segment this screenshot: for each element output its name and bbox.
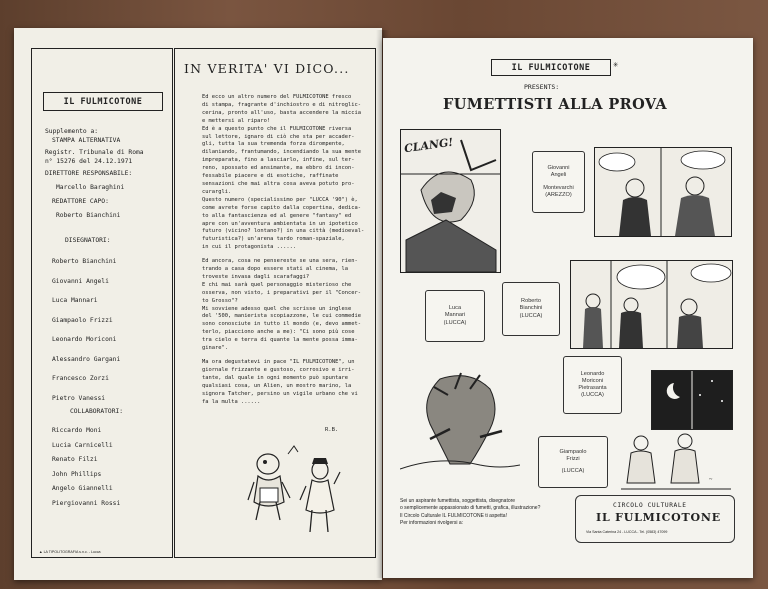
editorial-line: to Grosso"?	[202, 297, 238, 304]
circle-badge	[575, 495, 735, 543]
editorial-line: qualsiasi cosa, un Alien, un mostro marino, la	[202, 382, 352, 389]
artist-box-frizzi: Giampaolo Frizzi (LUCCA)	[538, 436, 608, 488]
editorial-headline: IN VERITA' VI DICO...	[184, 61, 350, 76]
editorial-line: terlo, piacciono anche a me): "Ci sono più cose	[202, 329, 355, 336]
artist-box-angeli: Giovanni Angeli Montevarchi (AREZZO)	[532, 151, 585, 213]
feature-title: FUMETTISTI ALLA PROVA	[443, 96, 668, 113]
artist-box-mannari: Luca Mannari (LUCCA)	[425, 290, 485, 342]
recruitment-text	[400, 498, 540, 528]
editorial-line: Ma ora degustatevi in pace "IL FULMICOTONE", un	[202, 359, 355, 365]
editorial-line: sul lettore, ignaro di ciò che sta per accader-	[202, 133, 355, 140]
presents-label: PRESENTS:	[524, 83, 560, 91]
editorial-signature: R.B.	[325, 427, 339, 433]
editorial-line: futuro (vicino? lontano?) in una città (medioeval-	[202, 228, 365, 235]
comic-panel-suits	[594, 147, 732, 237]
left-page	[14, 28, 382, 580]
editorial-line: troveste invasa dagli scarafaggi?	[202, 273, 310, 280]
editorial-line: come avrete forse capito dalla copertina, dedica-	[202, 204, 362, 211]
editorial-line: ginare".	[202, 345, 228, 352]
artist-name: Leonardo Moriconi	[52, 336, 117, 343]
editorial-line: giornale frizzante e gustoso, corrosivo e irri-	[202, 366, 355, 373]
editorial-line: Ed è a questo punto che il FULMICOTONE riversa	[202, 125, 352, 132]
supplement-label: Supplemento a:	[45, 128, 99, 135]
director-name: Marcello Baraghini	[56, 184, 125, 191]
editorial-line: del '500, manierista scopiazzone, le cui commedie	[202, 313, 362, 320]
right-page	[383, 38, 753, 578]
editorial-line: Ed ancora, cosa ne pensereste se una sera, rien-	[202, 258, 358, 265]
editorial-line: sensazioni che mai altra cosa aveva potuto pro-	[202, 180, 355, 187]
editorial-line: e mettersi al riparo!	[202, 117, 271, 124]
artist-name: Francesco Zorzi	[52, 375, 109, 382]
reader-cartoon-illustration	[246, 440, 346, 540]
comic-figures-drawing	[621, 423, 731, 495]
collaborator-name: John Phillips	[52, 470, 102, 478]
editorial-line: fessabile piacere e di esotiche, raffinate	[202, 173, 339, 180]
recruitment-line: Sei un aspirante fumettista, soggettista, disegnatore	[400, 498, 516, 504]
editor-label: REDATTORE CAPO:	[52, 198, 109, 205]
circle-address: Via Santa Caterina 24 - LUCCA - Tel. (0583) 47099	[586, 530, 668, 534]
recruitment-line: Per informazioni rivolgersi a:	[400, 520, 464, 527]
collaborator-name: Riccardo Moni	[52, 427, 102, 434]
editorial-line: impreparata, fino a lasciarlo, infine, sul ter-	[202, 157, 355, 164]
printer-credit: ▲ LA TIPOLITOGRAFIA s.n.c. - Lucca	[39, 550, 101, 554]
supplement-name: STAMPA ALTERNATIVA	[52, 137, 121, 144]
collaborators-list	[52, 424, 120, 512]
editorial-line: fa la multa ......	[202, 398, 261, 405]
editorial-line: in cui il protagonista ......	[202, 244, 297, 251]
editorial-line: cerina, pronto all'uso, basta accendere la miccia	[202, 109, 362, 116]
collaborator-name: Angelo Giannelli	[52, 485, 113, 493]
svg-text:~: ~	[709, 477, 713, 483]
editorial-line: dilaniando, frantumando, incendiando la sua mente	[202, 149, 362, 156]
artist-box-moriconi: Leonardo Moriconi Pietrasanta (LUCCA)	[563, 356, 622, 414]
registration-line-2: n° 15276 del 24.12.1971	[45, 158, 133, 165]
editorial-line: di stampa, fragrante d'inchiostro e di nitroglic-	[202, 101, 362, 108]
recruitment-line: Il Circolo Culturale IL FULMICOTONE ti aspetta!	[400, 512, 507, 519]
collaborator-name: Renato Filzi	[52, 456, 98, 464]
collaborator-name: Piergiovanni Rossi	[52, 499, 121, 507]
circle-name: IL FULMICOTONE	[596, 511, 721, 524]
masthead-logo-right: IL FULMICOTONE	[491, 59, 611, 76]
artists-list	[52, 252, 120, 408]
editorial-line: osserva, non visto, i preparativi per il "Concer-	[202, 289, 362, 296]
editorial-body	[202, 94, 364, 406]
comic-panel-night	[651, 370, 733, 430]
comic-panel-people	[570, 260, 733, 349]
artist-box-bianchini: Roberto Bianchini (LUCCA)	[502, 282, 560, 336]
artist-name: Luca Mannari	[52, 297, 98, 304]
artist-name: Pietro Vanessi	[52, 394, 106, 402]
artist-name: Giampaolo Frizzi	[52, 316, 113, 324]
editorial-line: tante, dal quale in ogni momento può spuntare	[202, 374, 349, 381]
registration-line-1: Registr. Tribunale di Roma	[45, 149, 144, 156]
editorial-line: E chi mai sarà quel personaggio misterioso che	[202, 281, 352, 288]
comic-sfx: CLANG!	[403, 135, 454, 156]
editorial-line: Questo numero (specialissimo per "LUCCA '90") è,	[202, 196, 358, 203]
artist-name: Giovanni Angeli	[52, 277, 109, 285]
artists-label: DISEGNATORI:	[65, 237, 111, 244]
artist-name: Roberto Bianchini	[52, 258, 117, 265]
editor-name: Roberto Bianchini	[56, 212, 121, 219]
editorial-line: curargli.	[202, 188, 232, 195]
editorial-line: to alla fantascienza ed al genere "fantasy" ed	[202, 212, 352, 219]
editorial-line: apre con un'avventura ambientata in un ipotetico	[202, 220, 358, 227]
editorial-line: trando a casa dopo essere stati al cinema, la	[202, 266, 349, 273]
editorial-line: Mi sovviene adesso quel che scrisse un inglese	[202, 305, 352, 312]
editorial-line: reno, spossato ed ansimante, ma ebbro di incon-	[202, 165, 355, 172]
recruitment-line: o semplicemente appassionato di fumetti, grafica, illustrazione?	[400, 505, 541, 512]
editorial-line: gli, tutta la sua tremenda forza dirompente,	[202, 141, 345, 148]
spark-icon: ✳	[613, 60, 619, 70]
director-label: DIRETTORE RESPONSABILE:	[45, 170, 133, 177]
masthead-logo: IL FULMICOTONE	[43, 92, 163, 111]
collaborator-name: Lucia Carnicelli	[52, 441, 113, 449]
editorial-line: signora Tatcher, persino un vigile urbano che vi	[202, 390, 358, 397]
editorial-line: tra cielo e terra di quante la mente possa imma-	[202, 337, 358, 344]
artist-name: Alessandro Gargani	[52, 355, 121, 363]
editorial-line: futuristica?) un'arena tardo roman-spaziale,	[202, 236, 345, 243]
editorial-line: Ed ecco un altro numero del FULMICOTONE fresco	[202, 94, 352, 100]
collaborators-label: COLLABORATORI:	[70, 408, 124, 415]
circle-label: CIRCOLO CULTURALE	[613, 502, 687, 509]
comic-panel-monster	[400, 359, 520, 479]
editorial-line: sono conosciute in tutto il mondo (e, devo ammet-	[202, 321, 362, 328]
